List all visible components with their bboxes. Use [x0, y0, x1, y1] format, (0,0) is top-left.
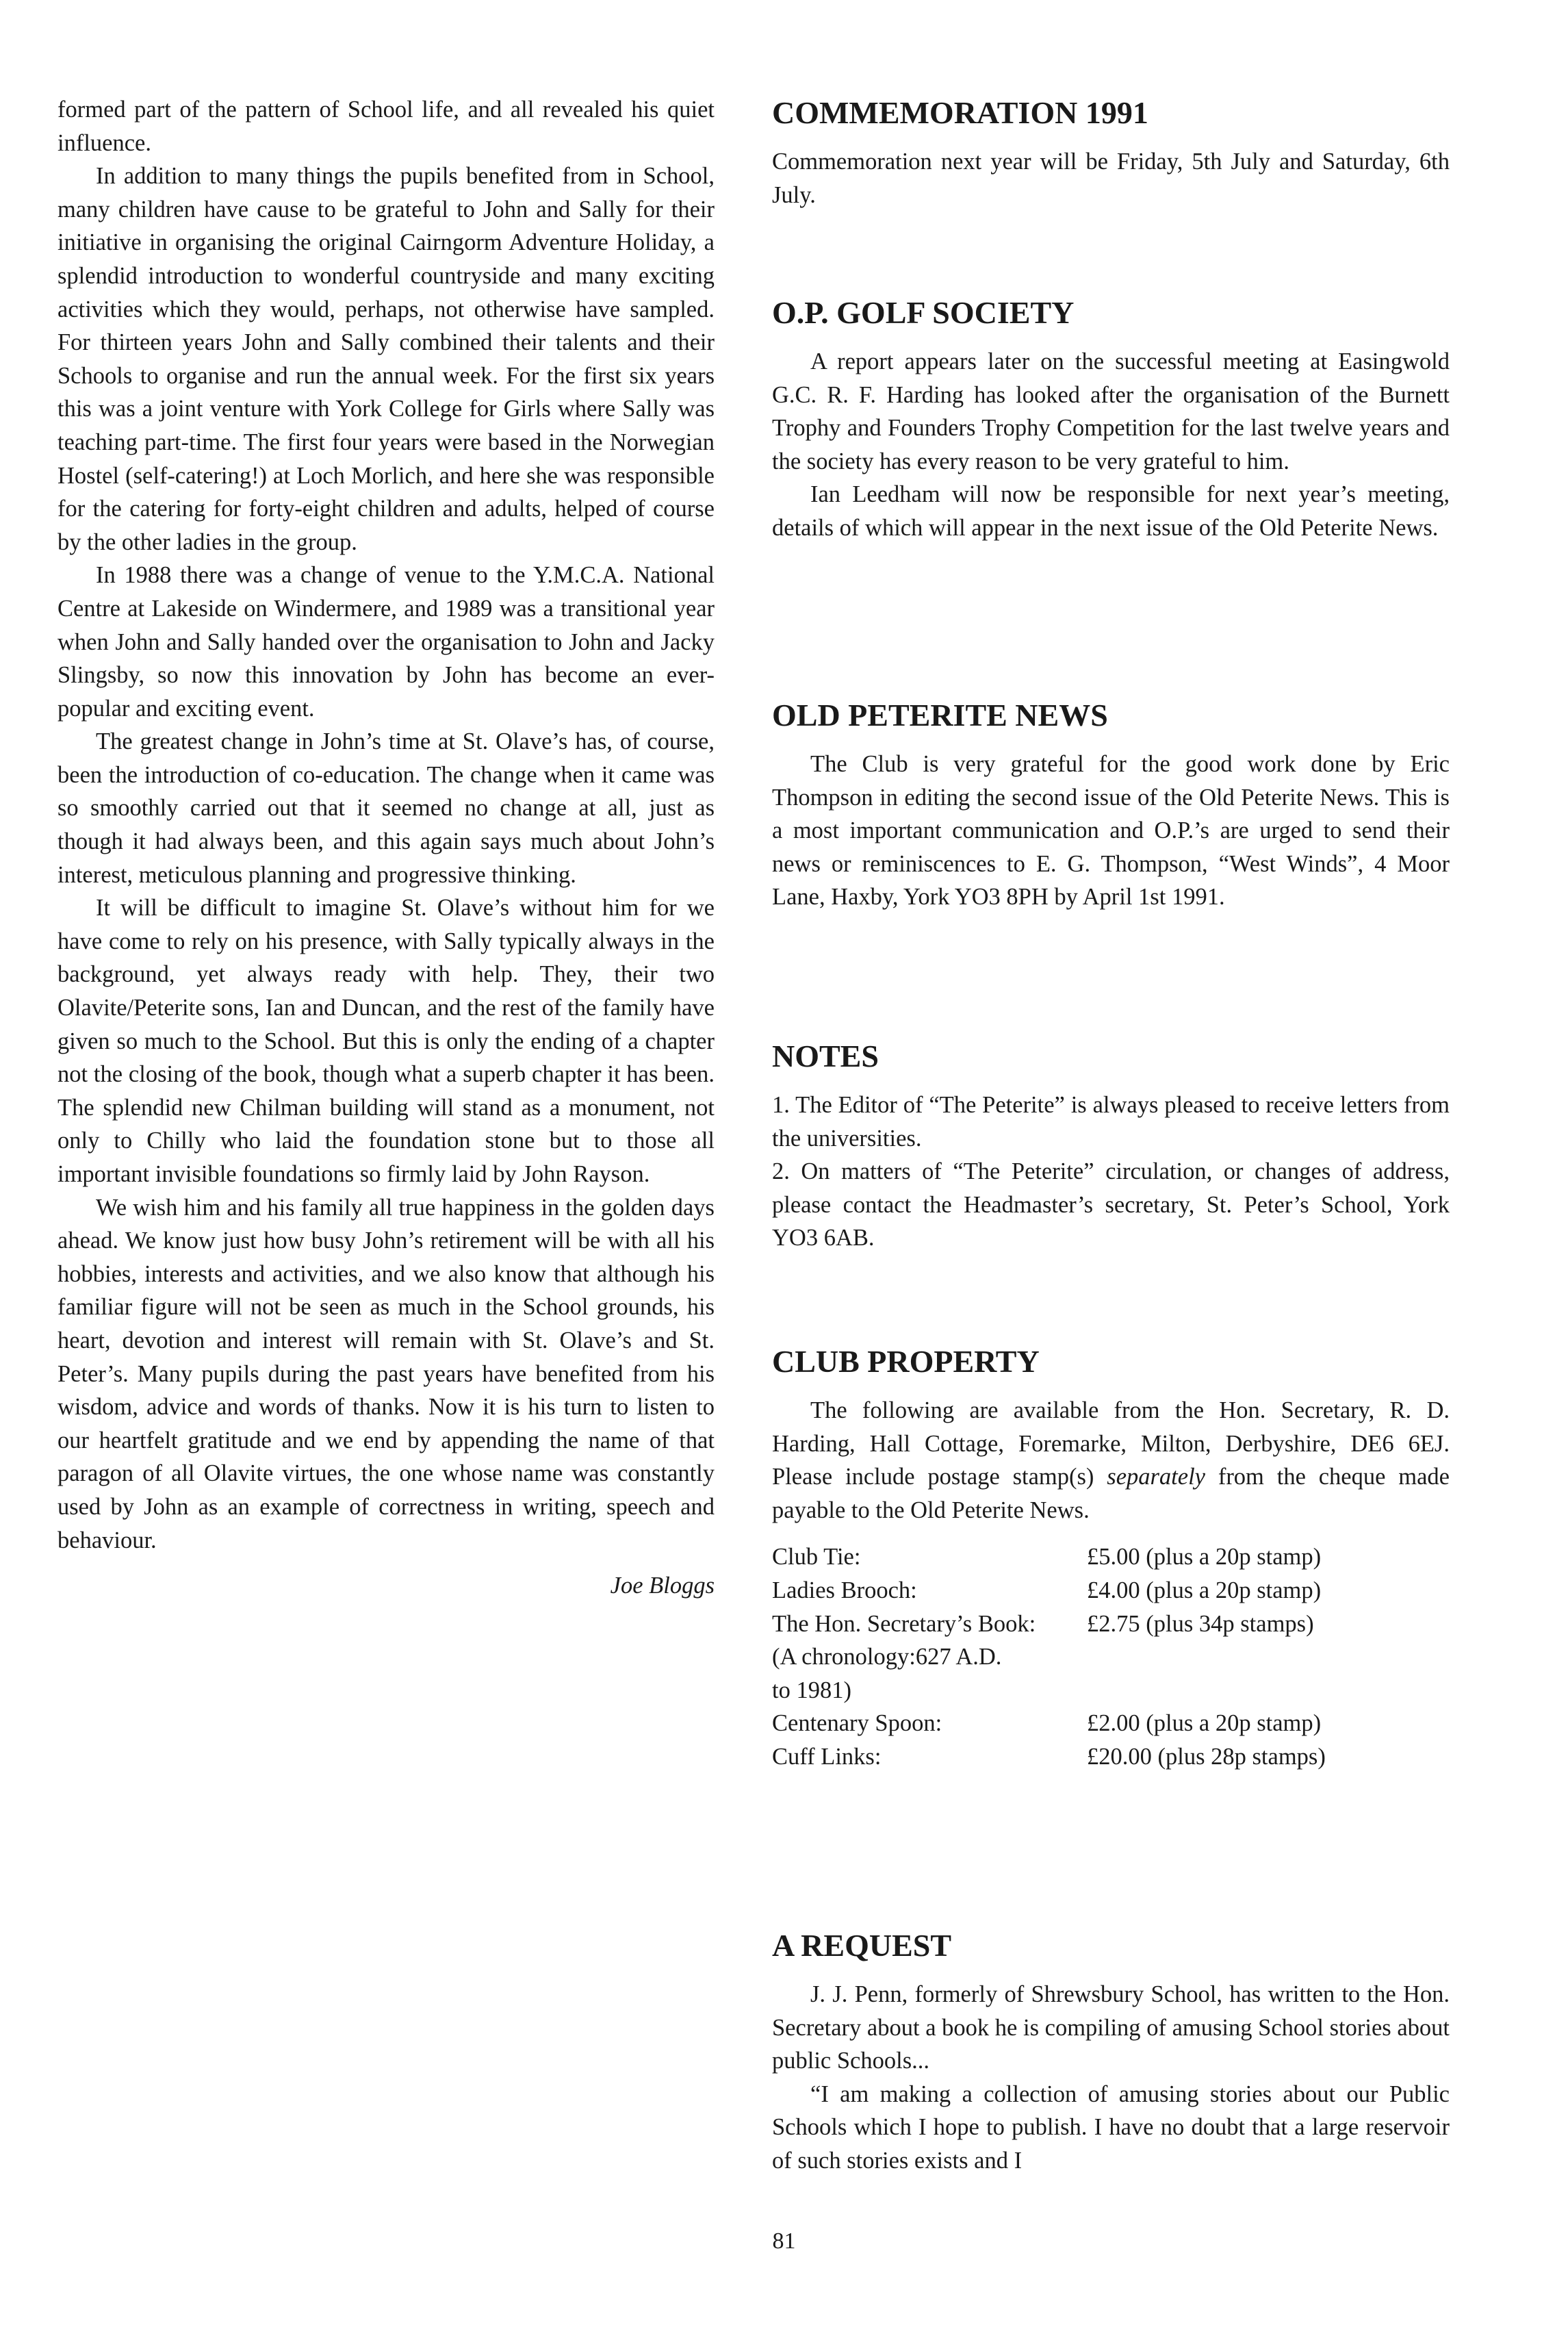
article-paragraph: We wish him and his family all true happiness in the golden days ahead. We know just how busy John’s retirement will be with all his hobbies, interests and activities, and we also know that although his familiar figure will not be seen as much in the School grounds, his heart, devotion and interest will remain with St. Olave’s and St. Peter’s. Many pupils during the past years have benefited from his wisdom, advice and words of thanks. Now it is his turn to listen to our heartfelt gratitude and we end by appending the name of that paragon of all Olavite virtues, the one whose name was constantly used by John as an example of correctness in writing, speech and behaviour.: [57, 1194, 715, 1553]
article-paragraph: The greatest change in John’s time at St. Olave’s has, of course, been the introduction of co-education. The change when it came was so smoothly carried out that it seemed no change at all, just as though it had always been, and this again says much about John’s interest, meticulous planning and progressive thinking.: [57, 728, 715, 888]
section-heading: NOTES: [772, 1039, 879, 1073]
section-text: “I am making a collection of amusing stories about our Public Schools which I hope to publish. I have no doubt that a large reservoir of such stories exists and I: [772, 2081, 1450, 2174]
article-paragraph: In addition to many things the pupils benefited from in School, many children have cause to be grateful to John and Sally for their initiative in organising the original Cairngorm Adventure Holiday, a splendid introduction to wonderful countryside and many exciting activities which they would, perhaps, not otherwise have sampled. For thirteen years John and Sally combined their talents and their Schools to organise and run the annual week. For the first six years this was a joint venture with York College for Girls where Sally was teaching part-time. The first four years were based in the Norwegian Hostel (self-catering!) at Loch Morlich, and here she was responsible for the catering for forty-eight children and adults, helped of course by the other ladies in the group.: [57, 163, 715, 555]
property-row: (A chronology:627 A.D.: [772, 1644, 1002, 1670]
page-number: 81: [772, 2228, 796, 2254]
commemoration-section: [772, 94, 1450, 212]
property-row: The Hon. Secretary’s Book: £2.75 (plus 34p stamps): [772, 1610, 1314, 1637]
section-text: A report appears later on the successful meeting at Easingwold G.C. R. F. Harding has looked after the organisation of the Burnett Trophy and Founders Trophy Competition for the last twelve years and the society has every reason to be very grateful to him.: [772, 348, 1450, 474]
author-signature: Joe Bloggs: [610, 1573, 715, 1599]
property-list: [772, 1540, 1326, 1773]
note-item: 2. On matters of “The Peterite” circulation, or changes of address, please contact the Headmaster’s secretary, St. Peter’s School, York YO3 6AB.: [772, 1158, 1450, 1251]
section-heading: OLD PETERITE NEWS: [772, 698, 1108, 733]
section-text: The Club is very grateful for the good work done by Eric Thompson in editing the second issue of the Old Peterite News. This is a most important communication and O.P.’s are urged to send their news or reminiscences to E. G. Thompson, “West Winds”, 4 Moor Lane, Haxby, York YO3 8PH by April 1st 1991.: [772, 751, 1450, 911]
property-row: Centenary Spoon: £2.00 (plus a 20p stamp): [772, 1710, 1322, 1737]
article-paragraph: It will be difficult to imagine St. Olave’s without him for we have come to rely on his presence, with Sally typically always in the background, yet always ready with help. They, their two Olavite/Peterite sons, Ian and Duncan, and the rest of the family have given so much to the School. But this is only the ending of a chapter not the closing of the book, though what a superb chapter it has been. The splendid new Chilman building will stand as a monument, not only to Chilly who laid the foundation stone but to those all important invisible foundations so firmly laid by John Rayson.: [57, 895, 715, 1187]
property-row: Ladies Brooch: £4.00 (plus a 20p stamp): [772, 1577, 1322, 1603]
section-heading: CLUB PROPERTY: [772, 1344, 1040, 1379]
property-row: Club Tie: £5.00 (plus a 20p stamp): [772, 1544, 1322, 1570]
section-text: Ian Leedham will now be responsible for next year’s meeting, details of which will appear in the next issue of the Old Peterite News.: [772, 481, 1450, 541]
section-heading: O.P. GOLF SOCIETY: [772, 295, 1075, 330]
note-item: 1. The Editor of “The Peterite” is always pleased to receive letters from the universities.: [772, 1092, 1450, 1152]
section-text: The following are available from the Hon. Secretary, R. D. Harding, Hall Cottage, Foremarke, Milton, Derbyshire, DE6 6EJ. Please include postage stamp(s) separately from the cheque made payable to the Old Peterite News.: [772, 1397, 1450, 1523]
article-paragraph: formed part of the pattern of School life, and all revealed his quiet influence.: [57, 97, 715, 156]
section-heading: COMMEMORATION 1991: [772, 95, 1148, 130]
section-heading: A REQUEST: [772, 1928, 952, 1963]
golf-section: [772, 294, 1450, 545]
request-section: [772, 1927, 1450, 2178]
property-row: Cuff Links: £20.00 (plus 28p stamps): [772, 1743, 1326, 1770]
property-section: [772, 1343, 1450, 1774]
article-paragraph: In 1988 there was a change of venue to the Y.M.C.A. National Centre at Lakeside on Windermere, and 1989 was a transitional year when John and Sally handed over the organisation to John and Jacky Slingsby, so now this innovation by John has become an ever-popular and exciting event.: [57, 562, 715, 722]
news-section: [772, 697, 1450, 914]
property-row: to 1981): [772, 1677, 851, 1703]
left-column: [57, 93, 715, 1603]
notes-section: [772, 1038, 1450, 1255]
section-text: J. J. Penn, formerly of Shrewsbury School, has written to the Hon. Secretary about a book he is compiling of amusing School stories about public Schools...: [772, 1981, 1450, 2074]
section-text: Commemoration next year will be Friday, 5th July and Saturday, 6th July.: [772, 149, 1450, 208]
